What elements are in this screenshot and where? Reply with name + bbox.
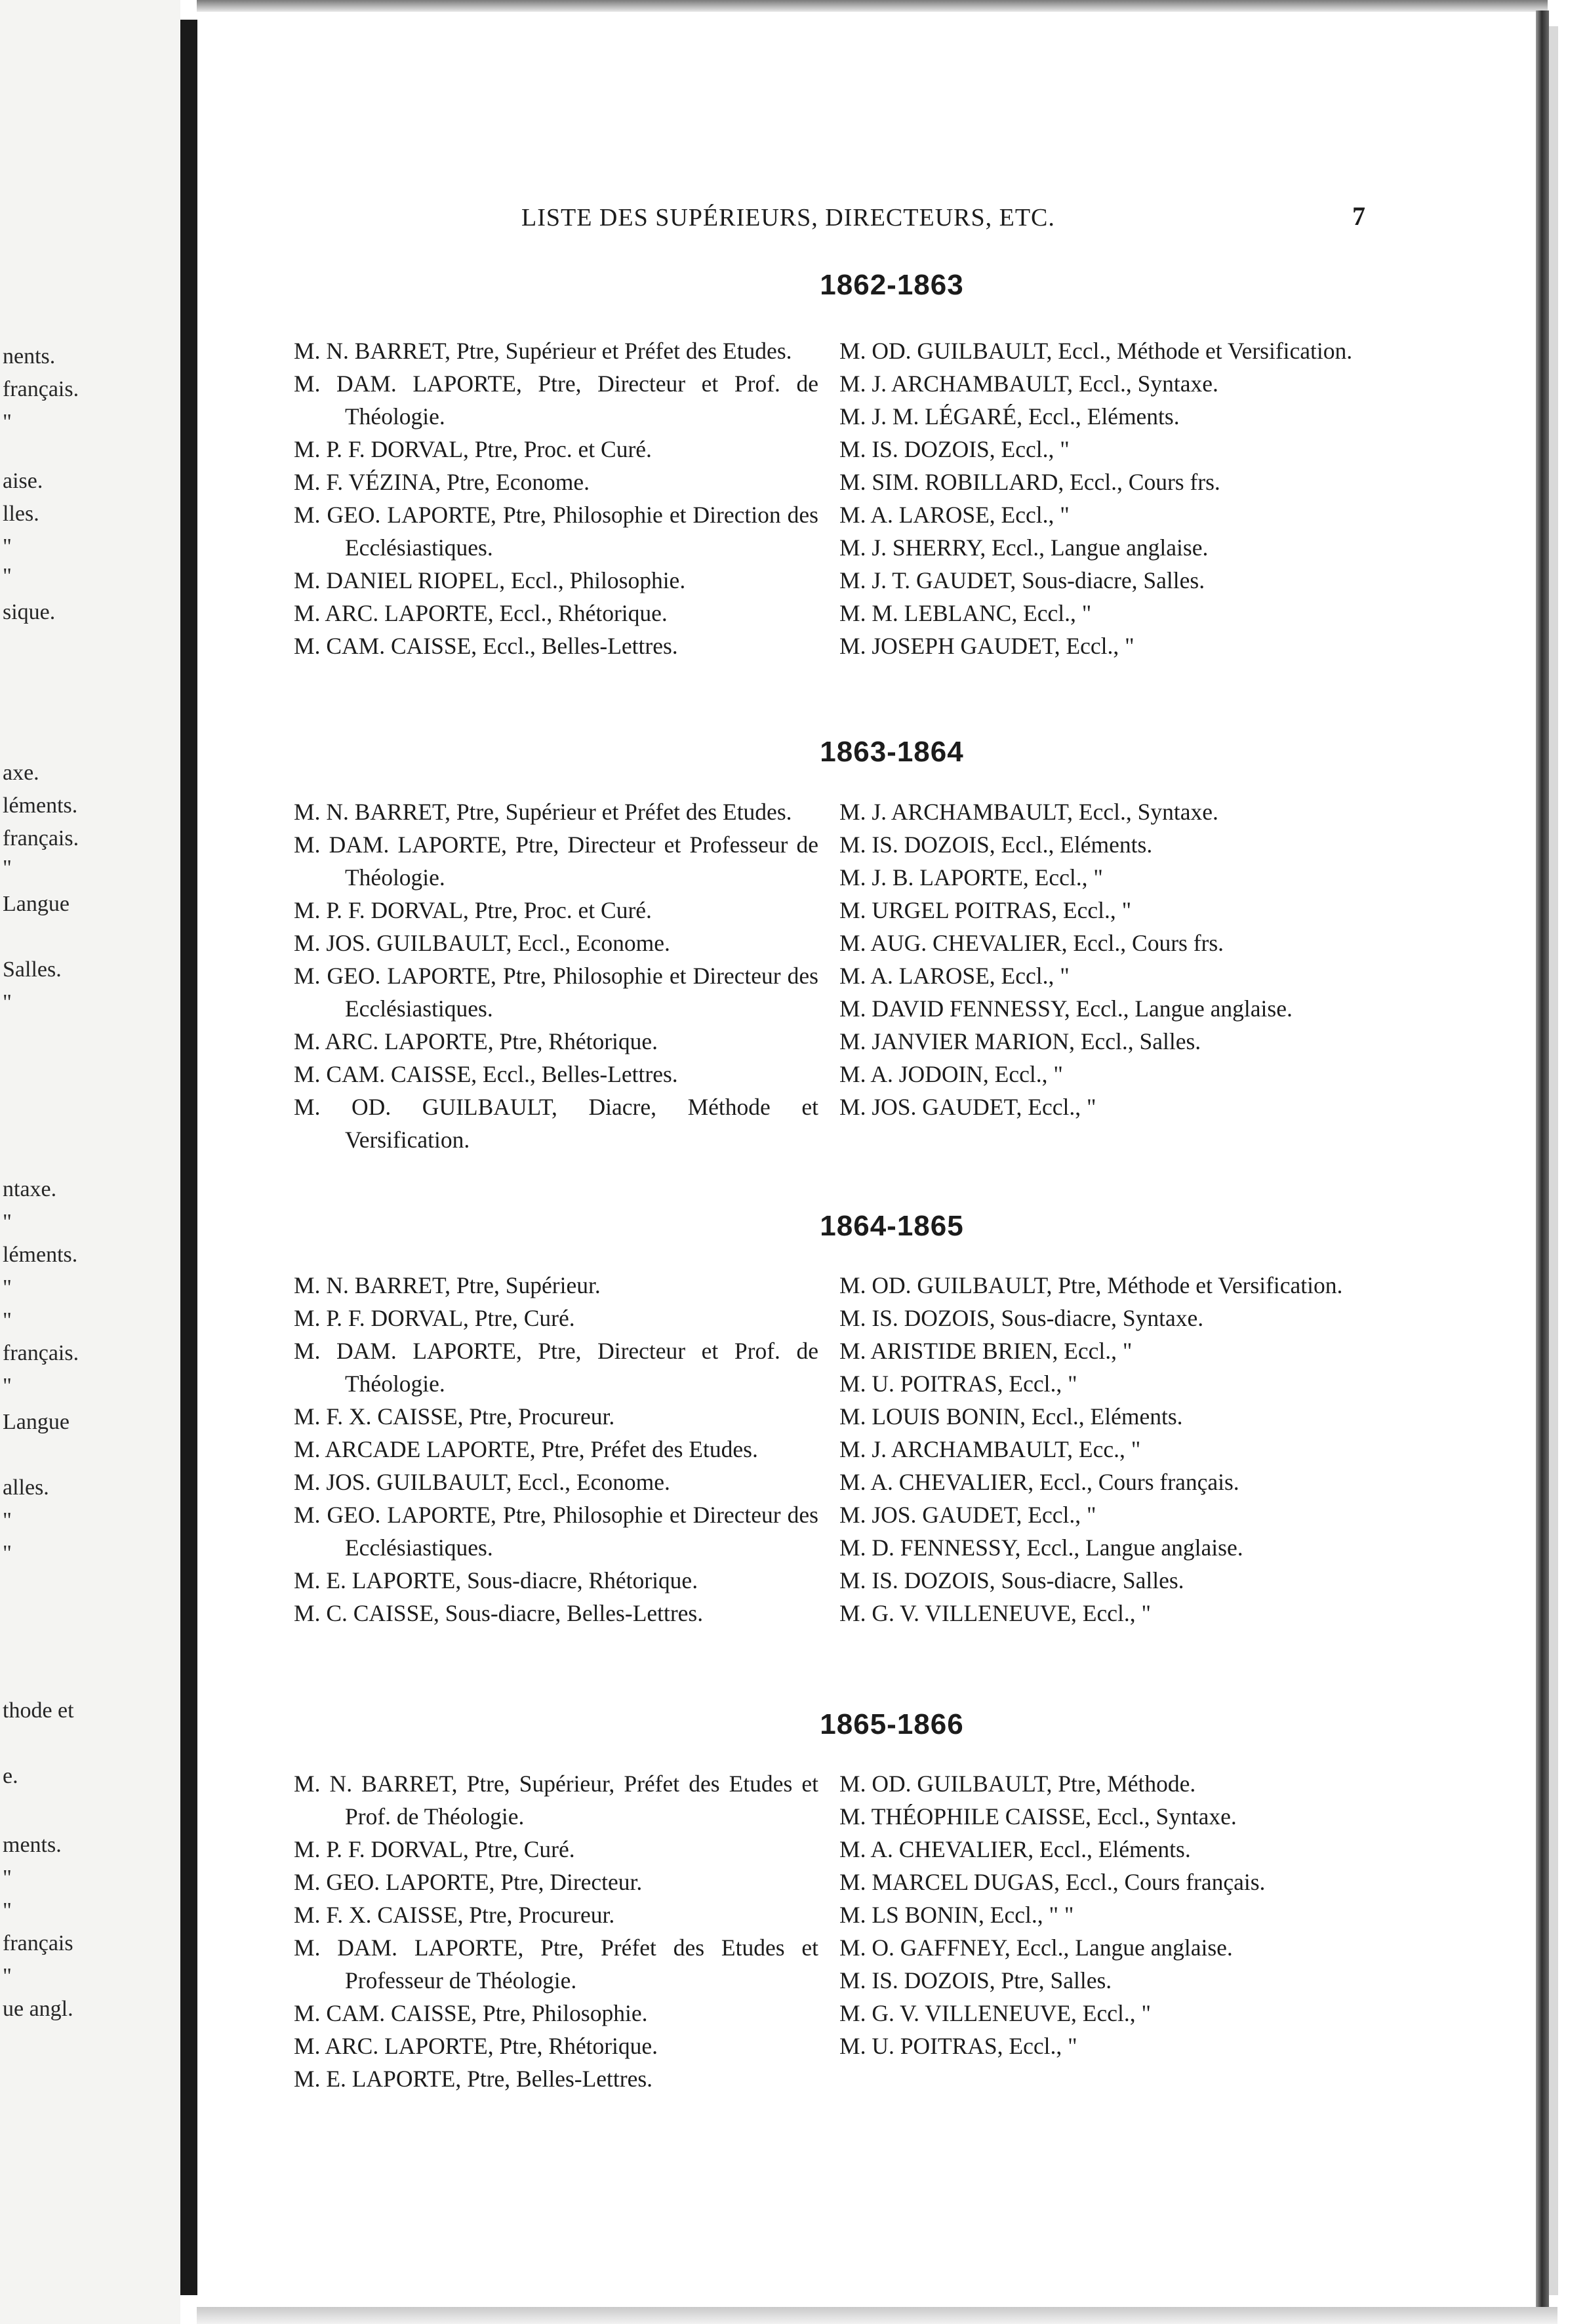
list-item: M. CAM. CAISSE, Ptre, Philosophie. [294,2000,648,2026]
section-left-column [294,1269,818,1630]
list-item: M. J. T. GAUDET, Sous-diacre, Salles. [839,567,1205,593]
margin-fragment: " [3,1308,12,1332]
margin-fragment: " [3,564,12,588]
list-item: M. JOS. GAUDET, Eccl., " [839,1094,1096,1120]
margin-fragment: ue angl. [3,1997,73,2021]
margin-fragment: " [3,1275,12,1300]
list-item: M. THÉOPHILE CAISSE, Eccl., Syntaxe. [839,1803,1237,1830]
list-item: M. J. ARCHAMBAULT, Eccl., Syntaxe. [839,799,1218,825]
list-item: M. CAM. CAISSE, Eccl., Belles-Lettres. [294,633,678,659]
margin-fragment: " [3,1541,12,1565]
margin-fragment: sique. [3,600,56,624]
list-item: M. ARCADE LAPORTE, Ptre, Préfet des Etudes. [294,1436,758,1462]
margin-fragment: " [3,534,12,559]
list-item: M. D. FENNESSY, Eccl., Langue anglaise. [839,1534,1243,1561]
list-item: M. OD. GUILBAULT, Eccl., Méthode et Versification. [839,338,1353,364]
list-item: M. P. F. DORVAL, Ptre, Proc. et Curé. [294,897,652,923]
margin-fragment: Salles. [3,957,62,982]
section-left-column [294,1767,818,2095]
list-item: M. J. B. LAPORTE, Eccl., " [839,864,1103,891]
list-item: M. F. X. CAISSE, Ptre, Procureur. [294,1902,615,1928]
list-item: M. N. BARRET, Ptre, Supérieur et Préfet des Etudes. [294,338,792,364]
margin-fragment: aise. [3,469,43,493]
list-item: M. A. LAROSE, Eccl., " [839,502,1070,528]
section-right-column [839,1269,1367,1630]
list-item: M. U. POITRAS, Eccl., " [839,2033,1077,2059]
margin-fragment: Langue [3,1410,70,1434]
list-item: M. DAM. LAPORTE, Ptre, Directeur et Prof. de Théologie. [294,371,818,430]
list-item: M. ARC. LAPORTE, Ptre, Rhétorique. [294,1028,658,1054]
list-item: M. DANIEL RIOPEL, Eccl., Philosophie. [294,567,686,593]
list-item: M. J. SHERRY, Eccl., Langue anglaise. [839,534,1209,561]
margin-fragment: français. [3,377,79,401]
page-bottom-edge [197,2307,1557,2324]
margin-fragment: alles. [3,1475,49,1500]
list-item: M. AUG. CHEVALIER, Eccl., Cours frs. [839,930,1224,956]
section-right-column [839,334,1367,662]
margin-fragment: " [3,1210,12,1234]
list-item: M. IS. DOZOIS, Eccl., Eléments. [839,831,1153,858]
list-item: M. IS. DOZOIS, Sous-diacre, Salles. [839,1567,1184,1593]
list-item: M. OD. GUILBAULT, Diacre, Méthode et Versification. [294,1094,818,1153]
list-item: M. OD. GUILBAULT, Ptre, Méthode et Versification. [839,1272,1343,1298]
list-item: M. IS. DOZOIS, Sous-diacre, Syntaxe. [839,1305,1204,1331]
list-item: M. JOSEPH GAUDET, Eccl., " [839,633,1135,659]
page-right-edge [1536,10,1549,2312]
list-item: M. SIM. ROBILLARD, Eccl., Cours frs. [839,469,1220,495]
section-year-title: 1864-1865 [820,1210,964,1242]
list-item: M. JOS. GUILBAULT, Eccl., Econome. [294,930,670,956]
list-item: M. C. CAISSE, Sous-diacre, Belles-Lettres. [294,1600,704,1626]
list-item: M. P. F. DORVAL, Ptre, Proc. et Curé. [294,436,652,462]
margin-fragment: français [3,1931,73,1955]
list-item: M. IS. DOZOIS, Eccl., " [839,436,1070,462]
list-item: M. G. V. VILLENEUVE, Eccl., " [839,1600,1151,1626]
margin-fragment: thode et [3,1698,74,1723]
list-item: M. G. V. VILLENEUVE, Eccl., " [839,2000,1151,2026]
list-item: M. U. POITRAS, Eccl., " [839,1371,1077,1397]
margin-fragment: " [3,990,12,1014]
list-item: M. DAM. LAPORTE, Ptre, Directeur et Prof. de Théologie. [294,1338,818,1397]
list-item: M. MARCEL DUGAS, Eccl., Cours français. [839,1869,1266,1895]
margin-fragment: axe. [3,761,39,785]
list-item: M. ARC. LAPORTE, Eccl., Rhétorique. [294,600,668,626]
list-item: M. DAM. LAPORTE, Ptre, Directeur et Professeur de Théologie. [294,831,818,891]
list-item: M. JOS. GUILBAULT, Eccl., Econome. [294,1469,670,1495]
margin-fragment: " [3,856,12,880]
running-head: LISTE DES SUPÉRIEURS, DIRECTEURS, ETC. [521,204,1055,231]
section-year-title: 1863-1864 [820,736,964,768]
list-item: M. DAM. LAPORTE, Ptre, Préfet des Etudes et Professeur de Théologie. [294,1934,818,1993]
margin-fragment: " [3,410,12,434]
section-right-column [839,795,1367,1123]
margin-fragment: lles. [3,502,39,526]
list-item: M. IS. DOZOIS, Ptre, Salles. [839,1967,1112,1993]
list-item: M. A. CHEVALIER, Eccl., Eléments. [839,1836,1191,1862]
list-item: M. LOUIS BONIN, Eccl., Eléments. [839,1403,1183,1430]
margin-fragment: " [3,1508,12,1533]
margin-fragment: léments. [3,793,78,818]
list-item: M. LS BONIN, Eccl., " " [839,1902,1074,1928]
margin-fragment: ments. [3,1833,62,1857]
list-item: M. J. ARCHAMBAULT, Eccl., Syntaxe. [839,371,1218,397]
margin-fragment: français. [3,1341,79,1365]
list-item: M. P. F. DORVAL, Ptre, Curé. [294,1836,575,1862]
book-gutter [180,20,197,2295]
list-item: M. N. BARRET, Ptre, Supérieur, Préfet des Etudes et Prof. de Théologie. [294,1771,818,1830]
list-item: M. E. LAPORTE, Ptre, Belles-Lettres. [294,2066,653,2092]
list-item: M. O. GAFFNEY, Eccl., Langue anglaise. [839,1934,1233,1961]
list-item: M. ARISTIDE BRIEN, Eccl., " [839,1338,1133,1364]
list-item: M. P. F. DORVAL, Ptre, Curé. [294,1305,575,1331]
list-item: M. OD. GUILBAULT, Ptre, Méthode. [839,1771,1196,1797]
list-item: M. M. LEBLANC, Eccl., " [839,600,1092,626]
facing-page-margin [0,0,180,2324]
list-item: M. CAM. CAISSE, Eccl., Belles-Lettres. [294,1061,678,1087]
list-item: M. GEO. LAPORTE, Ptre, Directeur. [294,1869,643,1895]
page-right-edge-shadow [1549,26,1558,2295]
section-left-column [294,795,818,1156]
list-item: M. A. CHEVALIER, Eccl., Cours français. [839,1469,1239,1495]
margin-fragment: " [3,1898,12,1923]
list-item: M. E. LAPORTE, Sous-diacre, Rhétorique. [294,1567,698,1593]
section-year-title: 1865-1866 [820,1708,964,1740]
list-item: M. F. X. CAISSE, Ptre, Procureur. [294,1403,615,1430]
margin-fragment: " [3,1964,12,1988]
margin-fragment: " [3,1374,12,1398]
section-year-title: 1862-1863 [820,269,964,301]
list-item: M. A. JODOIN, Eccl., " [839,1061,1063,1087]
section-left-column [294,334,818,662]
list-item: M. GEO. LAPORTE, Ptre, Philosophie et Directeur des Ecclésiastiques. [294,963,818,1022]
list-item: M. A. LAROSE, Eccl., " [839,963,1070,989]
list-item: M. J. ARCHAMBAULT, Ecc., " [839,1436,1141,1462]
list-item: M. N. BARRET, Ptre, Supérieur. [294,1272,601,1298]
list-item: M. J. M. LÉGARÉ, Eccl., Eléments. [839,403,1180,430]
margin-fragment: ntaxe. [3,1177,57,1201]
section-right-column [839,1767,1367,2062]
list-item: M. URGEL POITRAS, Eccl., " [839,897,1132,923]
list-item: M. DAVID FENNESSY, Eccl., Langue anglaise. [839,995,1293,1022]
margin-fragment: e. [3,1764,18,1788]
list-item: M. F. VÉZINA, Ptre, Econome. [294,469,590,495]
list-item: M. JOS. GAUDET, Eccl., " [839,1502,1096,1528]
margin-fragment: léments. [3,1243,78,1267]
margin-fragment: Langue [3,892,70,916]
list-item: M. GEO. LAPORTE, Ptre, Philosophie et Directeur des Ecclésiastiques. [294,1502,818,1561]
margin-fragment: français. [3,826,79,851]
list-item: M. JANVIER MARION, Eccl., Salles. [839,1028,1201,1054]
list-item: M. ARC. LAPORTE, Ptre, Rhétorique. [294,2033,658,2059]
margin-fragment: " [3,1866,12,1890]
list-item: M. GEO. LAPORTE, Ptre, Philosophie et Direction des Ecclésiastiques. [294,502,818,561]
list-item: M. N. BARRET, Ptre, Supérieur et Préfet des Etudes. [294,799,792,825]
page-number: 7 [1352,201,1365,231]
page-top-edge [197,0,1548,12]
margin-fragment: nents. [3,344,56,369]
